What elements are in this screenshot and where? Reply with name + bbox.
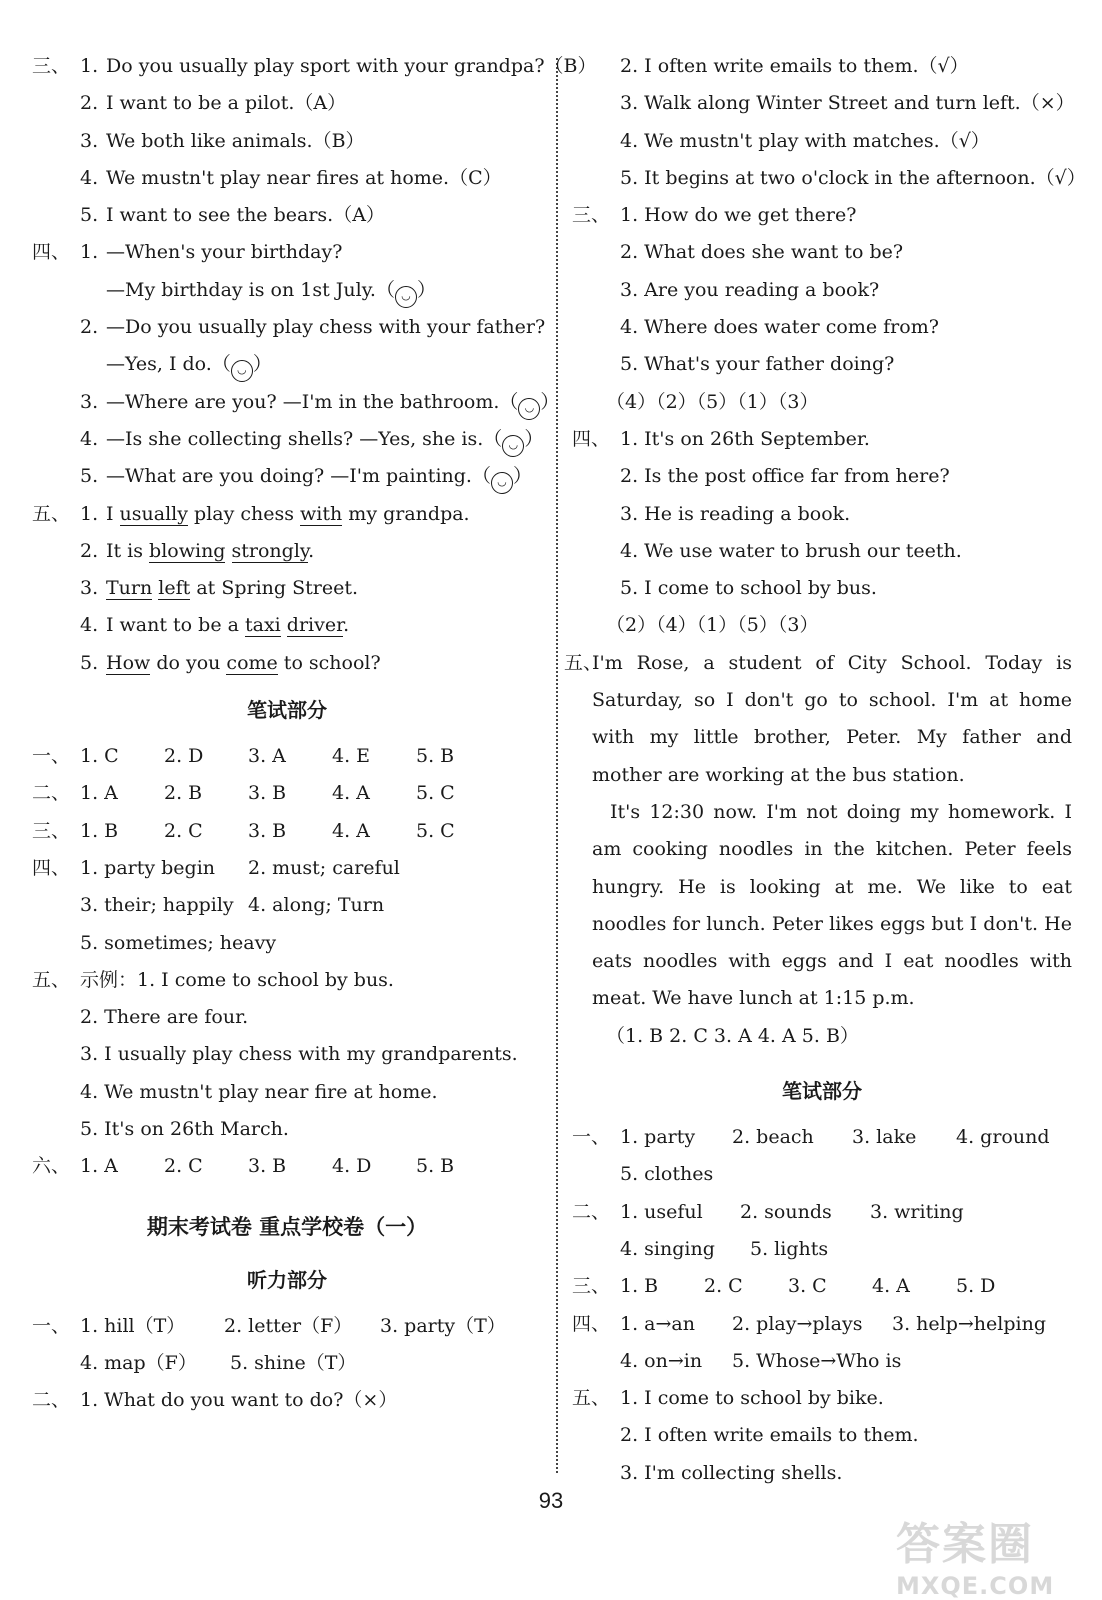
right-s4-item-1: 四、 1. It's on 26th September. [572,427,870,450]
right-s4-order: （2）（4）（1）（5）（3） [606,614,819,637]
left-l1-line-2: 4. map（F） 5. shine（T） [80,1351,357,1374]
smile-face-icon: ◡ [231,360,253,382]
left-s5-item-3: 3. Turn left at Spring Street. [80,577,358,600]
left-s5-item-2: 2. It is blowing strongly. [80,539,315,562]
right-s4-item-2: 2. Is the post office far from here? [620,465,950,488]
left-w5-item-3: 3. I usually play chess with my grandparents. [80,1043,518,1066]
watermark-url: MXQE.COM [896,1572,1055,1600]
left-s4-item-1b: —My birthday is on 1st July.（ ◡ ） [32,272,542,309]
left-s4-item-2b: —Yes, I do.（ ◡ ） [32,346,542,383]
right-s3-item-5: 5. What's your father doing? [620,353,895,376]
left-s4-item-1a: 四、 1. —When's your birthday? [32,241,343,264]
smile-face-icon: ◡ [395,286,417,308]
right-s4-item-3: 3. He is reading a book. [620,502,851,525]
left-w5-item-4: 4. We mustn't play near fire at home. [80,1080,438,1103]
left-w6-answers: 六、 1. A 2. C 3. B 4. D 5. B [32,1155,455,1178]
written-section-heading: 笔试部分 [782,1079,862,1104]
left-s5-item-1: 五、 1. I usually play chess with my grandpa. [32,502,470,525]
right-s3-item-4: 4. Where does water come from? [620,316,939,339]
watermark-logo [896,1508,1074,1600]
left-column [32,48,597,1420]
right-w4-line-2: 4. on→in 5. Whose→Who is [620,1349,902,1372]
right-w5-item-3: 3. I'm collecting shells. [620,1461,843,1484]
exam-title: 期末考试卷 重点学校卷（一） [146,1214,428,1239]
smile-face-icon: ◡ [502,435,524,457]
smile-face-icon: ◡ [518,398,540,420]
right-s3-item-3: 3. Are you reading a book? [620,278,880,301]
right-s5-passage-1: 五、 I'm Rose, a student of City School. Today is Saturday, so I don't go to school. I'm at home with my little brother, Peter. My father and mother are working at the bus station. [564,651,1072,786]
smile-face-icon: ◡ [491,472,513,494]
right-w4-line-1: 四、 1. a→an 2. play→plays 3. help→helping [572,1312,1047,1335]
left-s3-item-5: 5. I want to see the bears.（A） [80,204,385,227]
right-s4-item-5: 5. I come to school by bus. [620,577,877,600]
column-divider [556,58,558,1473]
right-w3-answers: 三、 1. B 2. C 3. C 4. A 5. D [572,1275,996,1298]
left-w4-line-1: 四、 1. party begin 2. must; careful [32,856,400,879]
right-s5-answers: （1. B 2. C 3. A 4. A 5. B） [606,1024,859,1047]
right-s3-order: （4）（2）（5）（1）（3） [606,390,819,413]
left-s3-item-4: 4. We mustn't play near fires at home.（C） [80,166,502,189]
left-s5-item-4: 4. I want to be a taxi driver. [80,614,350,637]
right-w5-item-2: 2. I often write emails to them. [620,1424,919,1447]
left-s3-item-2: 2. I want to be a pilot.（A） [80,92,347,115]
left-w5-item-2: 2. There are four. [80,1006,249,1029]
left-s4-item-4: 4. —Is she collecting shells? —Yes, she is.（ ◡ ） [32,421,542,458]
left-w1-answers: 一、 1. C 2. D 3. A 4. E 5. B [32,745,455,768]
right-s2-item-4: 4. We mustn't play with matches.（√） [620,129,990,152]
right-w2-line-1: 二、 1. useful 2. sounds 3. writing [572,1200,964,1223]
left-s3-item-3: 3. We both like animals.（B） [80,129,365,152]
right-s2-item-5: 5. It begins at two o'clock in the afternoon.（√） [620,166,1086,189]
left-w4-line-3: 5. sometimes; heavy [80,931,277,954]
left-s4-item-2a: 2. —Do you usually play chess with your father? [80,316,546,339]
left-s4-item-5: 5. —What are you doing? —I'm painting.（ ◡ ） [32,458,542,495]
left-w5-item-5: 5. It's on 26th March. [80,1118,289,1141]
right-s4-item-4: 4. We use water to brush our teeth. [620,539,962,562]
left-l1-line-1: 一、 1. hill（T） 2. letter（F） 3. party（T） [32,1314,506,1337]
right-column [564,48,1086,1492]
left-w5-item-1: 五、 示例：1. I come to school by bus. [32,968,394,991]
right-w5-item-1: 五、 1. I come to school by bike. [572,1387,884,1410]
watermark-text: 答案圈 [896,1519,1034,1570]
left-s5-item-5: 5. How do you come to school? [80,651,381,674]
left-w3-answers: 三、 1. B 2. C 3. B 4. A 5. C [32,819,455,842]
left-w4-line-2: 3. their; happily 4. along; Turn [80,894,385,917]
right-s3-item-2: 2. What does she want to be? [620,241,904,264]
right-w1-line-1: 一、 1. party 2. beach 3. lake 4. ground [572,1126,1050,1149]
right-w2-line-2: 4. singing 5. lights [620,1237,829,1260]
right-w1-line-2: 5. clothes [620,1163,714,1186]
left-w2-answers: 二、 1. A 2. B 3. B 4. A 5. C [32,782,455,805]
left-s4-item-3: 3. —Where are you? —I'm in the bathroom.（ ◡ ） [32,384,542,421]
left-l2-item-1: 二、 1. What do you want to do?（×） [32,1389,398,1412]
right-s3-item-1: 三、 1. How do we get there? [572,204,857,227]
right-s2-item-3: 3. Walk along Winter Street and turn left.（×） [620,92,1075,115]
listening-section-heading: 听力部分 [247,1267,327,1292]
right-s5-passage-2: It's 12:30 now. I'm not doing my homework. I am cooking noodles in the kitchen. Peter feels hungry. He is looking at me. We like to eat noodles for lunch. Peter likes eggs but I don't. He eats noodles with eggs and I eat noodles with meat. We have lunch at 1:15 p.m. [592,800,1072,1010]
right-s2-item-2: 2. I often write emails to them.（√） [620,55,969,77]
left-s3-item-1: 三、 1. Do you usually play sport with your grandpa?（B） [32,55,597,77]
page-number: 93 [538,1488,564,1513]
written-section-heading: 笔试部分 [247,698,327,723]
